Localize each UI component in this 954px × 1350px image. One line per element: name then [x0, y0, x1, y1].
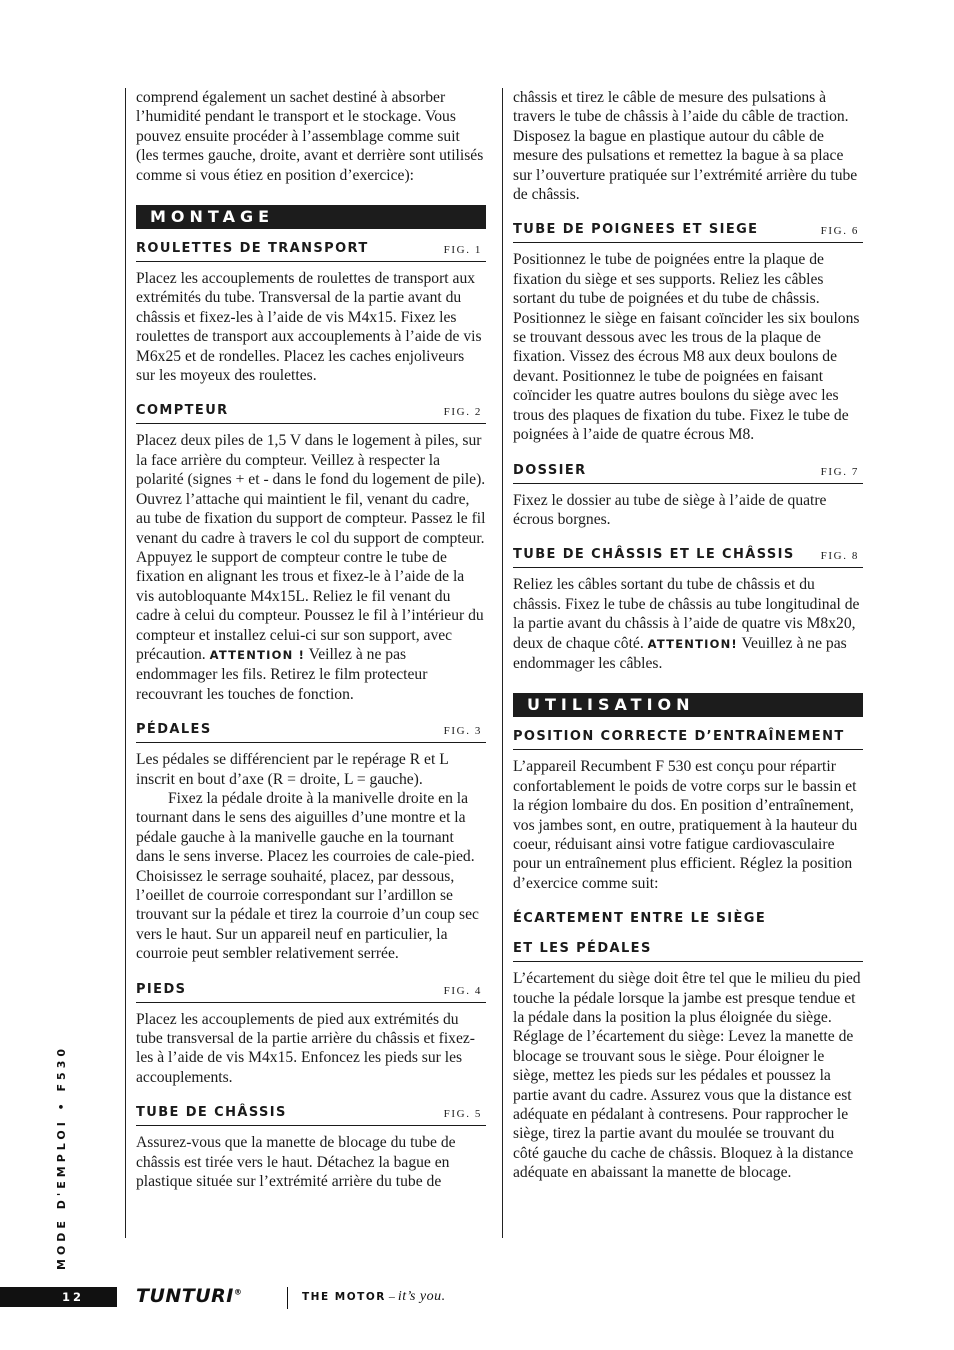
chassis-text-main: Reliez les câbles sortant du tube de châssis et du châssis. Fixez le tube de châssis au tube longitudinal de la partie avant du châssis à l’aide de quatre vis M8x20, deux de chaque côté.	[513, 576, 860, 652]
right-column-rule	[502, 88, 503, 1238]
left-column-rule	[125, 88, 126, 1238]
heading-pieds	[136, 982, 486, 1003]
fig-reference: FIG. 2	[443, 406, 482, 419]
slogan-dash: –	[385, 1289, 398, 1303]
heading-pedales	[136, 722, 486, 743]
page-number: 12	[62, 1290, 85, 1304]
heading-title: DOSSIER	[513, 462, 587, 478]
heading-ecartement-line1	[513, 911, 863, 931]
page-number-box	[0, 1287, 117, 1307]
fig-reference: FIG. 1	[443, 244, 482, 257]
ecartement-text: L’écartement du siège doit être tel que le milieu du pied touche la pédale lorsque la jambe est presque tendue et la pédale dans la position la plus éloignée du siège. Réglage de l’écartement du siège: Levez la manette de blocage se trouvant sous le siège. Pour éloigner le siège, mettez les pieds sur les pédales et poussez la partie avant du cadre. Assurez vous que la distance est adéquate en pédalant à contresens. Pour rapprocher le siège, tirez la partie avant du moulée se trouvant du côté gauche du cache de châssis. Bloquez à la distance adéquate en abaissant la manette de blocage.	[513, 970, 861, 1182]
tube-chassis-text: Assurez-vous que la manette de blocage du tube de châssis est tirée vers le haut. Détachez la bague en plastique située sur l’extrémité arrière du tube de	[136, 1134, 456, 1191]
attention-label: ATTENTION !	[209, 647, 306, 662]
brand-name: TUNTURI	[136, 1285, 234, 1307]
heading-title: TUBE DE CHÂSSIS	[136, 1105, 287, 1121]
heading-tube-chassis	[136, 1105, 486, 1126]
footer-slogan	[302, 1289, 446, 1305]
section-utilisation: UTILISATION	[513, 693, 863, 717]
heading-dossier	[513, 463, 863, 484]
heading-title: ROULETTES DE TRANSPORT	[136, 241, 369, 257]
fig-reference: FIG. 7	[820, 465, 859, 478]
slogan-bold: THE MOTOR	[302, 1291, 386, 1303]
heading-title: TUBE DE POIGNEES ET SIEGE	[513, 222, 759, 238]
side-label: MODE D'EMPLOI • F530	[55, 1044, 68, 1270]
heading-title: ET LES PÉDALES	[513, 941, 652, 957]
registered-mark: ®	[233, 1287, 243, 1297]
intro-paragraph: comprend également un sachet destiné à absorber l’humidité pendant le transport et le stockage. Vous pouvez ensuite procéder à l’assemblage comme suit (les termes gauche, droite, avant et derrière sont utilisés comme si vous étiez en position d’exercice):	[136, 89, 484, 184]
fig-reference: FIG. 8	[820, 550, 859, 563]
heading-title: PIEDS	[136, 981, 187, 997]
compteur-text-main: Placez deux piles de 1,5 V dans le logement à piles, sur la face arrière du compteur. Veillez à respecter la polarité (signes + et - dans le fond du logement de pile). Ouvrez l’attache qui maintient le fil, venant du cadre, au tube de fixation du support de compteur. Passez le fil venant du cadre à travers le col du support de compteur. Appuyez le support de compteur contre le tube de fixation en alignant les trous et fixez-le à l’aide de la vis autobloquante M4x15L. Reliez le fil venant du cadre à celui du compteur. Poussez le fil à l’intérieur du compteur et installez celui-ci sur son support, avec précaution.	[136, 432, 486, 663]
heading-chassis-chassis	[513, 547, 863, 568]
continuation-paragraph: châssis et tirez le câble de mesure des pulsations à travers le tube de châssis à l’aide du câble de traction. Disposez la bague en plastique autour du câble de mesure des pulsations et remettez la bague à sa place sur l’ouverture pratiquée sur l’extrémité arrière du tube de châssis.	[513, 89, 858, 204]
chassis-text-after: Veuillez à ne pas endommager les câbles.	[513, 634, 847, 672]
heading-position	[513, 729, 863, 750]
roulettes-text: Placez les accouplements de roulettes de transport aux extrémités du tube. Transversal de la partie avant du châssis et fixez-les à l’aide de vis M4x15. Fixez les roulettes de transport aux accouplements à l’aide de vis M6x25 et de rondelles. Placez les caches enjoliveurs sur les moyeux des roulettes.	[136, 270, 482, 385]
heading-title: COMPTEUR	[136, 403, 229, 419]
pedales-text-2: Fixez la pédale droite à la manivelle droite en la tournant dans le sens des aiguilles d’une montre et la pédale gauche à la manivelle gauche en la tournant dans le sens inverse. Placez les courroies de cale-pied. Choisissez le serrage souhaité, placez, par dessous, l’oeillet de courroie correspondant sur l’ardillon se trouvant sur la pédale et tirez la courroie d’un coup sec vers le haut. Sur un appareil neuf en particulier, la courroie peut sembler relativement serrée.	[136, 789, 479, 963]
section-montage: MONTAGE	[136, 205, 486, 229]
chassis-chassis-text	[513, 575, 863, 673]
footer-divider	[287, 1287, 288, 1309]
right-column	[513, 88, 863, 1183]
left-column	[136, 88, 486, 1191]
dossier-text: Fixez le dossier au tube de siège à l’aide de quatre écrous borgnes.	[513, 491, 827, 528]
pedales-text-1: Les pédales se différencient par le repérage R et L inscrit en bout d’axe (R = droite, L = gauche).	[136, 751, 449, 788]
heading-title: TUBE DE CHÂSSIS ET LE CHÂSSIS	[513, 547, 795, 563]
heading-poignees	[513, 222, 863, 243]
heading-title: ÉCARTEMENT ENTRE LE SIÈGE	[513, 911, 767, 927]
fig-reference: FIG. 3	[443, 725, 482, 738]
compteur-text	[136, 431, 486, 704]
brand-logo	[136, 1285, 242, 1307]
position-text: L’appareil Recumbent F 530 est conçu pour répartir confortablement le poids de votre corps sur le bassin et la région lombaire du dos. En position d’entraînement, vos jambes sont, en outre, pratiquement à la hauteur du coeur, réduisant ainsi votre fatigue cardiovasculaire pour un entraînement plus efficient. Réglez la position d’exercice comme suit:	[513, 758, 858, 892]
heading-ecartement-line2	[513, 941, 863, 962]
compteur-text-after: Veillez à ne pas endommager les fils. Retirez le film protecteur recouvrant les touches de fonction.	[136, 645, 428, 703]
heading-title: PÉDALES	[136, 722, 212, 738]
fig-reference: FIG. 4	[443, 984, 482, 997]
attention-label: ATTENTION!	[647, 636, 738, 651]
heading-compteur	[136, 403, 486, 424]
heading-roulettes	[136, 241, 486, 262]
pieds-text: Placez les accouplements de pied aux extrémités du tube transversal de la partie arrière du châssis et fixez-les à l’aide de vis M4x15. Enfoncez les pieds sur les accouplements.	[136, 1010, 476, 1086]
poignees-text: Positionnez le tube de poignées entre la plaque de fixation du siège et ses supports. Reliez les câbles sortant du tube de poignées et du tube de châssis. Positionnez le siège en faisant coïncider les six boulons se trouvant dessous avec les trous de la plaque de fixation. Vissez des écrous M8 aux deux boulons de devant. Positionnez le tube de poignées en faisant coïncider les quatre autres boulons du siège avec les trous des plaques de fixation du tube. Fixez le tube de poignées à l’aide de quatre écrous M8.	[513, 251, 860, 444]
fig-reference: FIG. 5	[443, 1108, 482, 1121]
slogan-italic: it’s you.	[397, 1289, 446, 1304]
fig-reference: FIG. 6	[820, 225, 859, 238]
heading-title: POSITION CORRECTE D’ENTRAÎNEMENT	[513, 729, 845, 745]
